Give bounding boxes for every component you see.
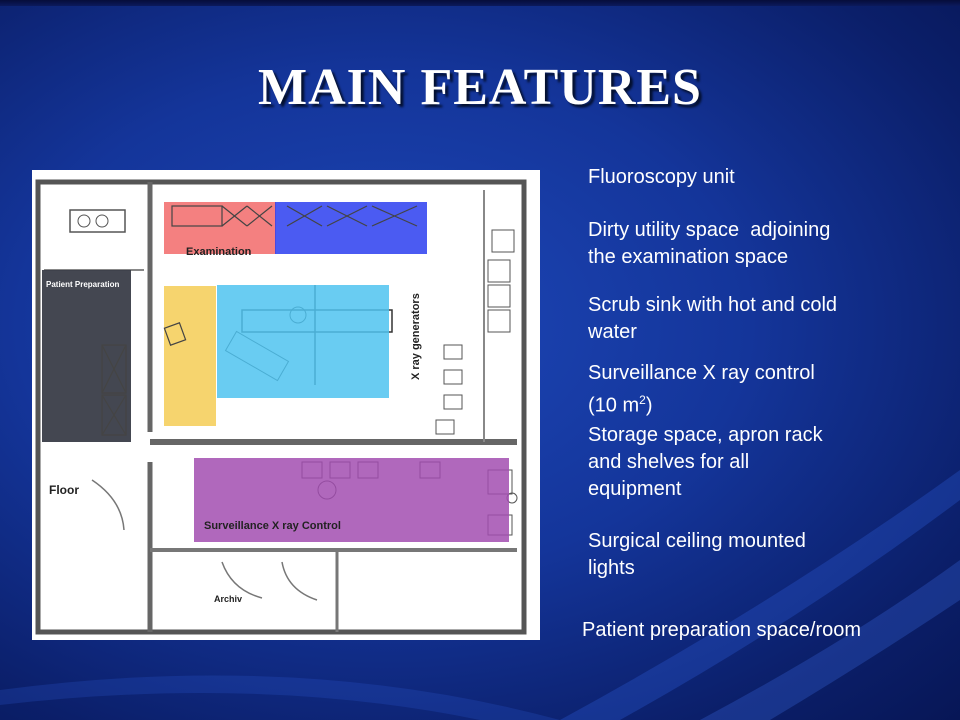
feature-storage: [588, 422, 908, 503]
feature-scrub-sink: [588, 292, 908, 346]
feature-surveillance: [588, 360, 908, 420]
area-value: (10 m: [588, 394, 640, 417]
area-close: ): [645, 394, 653, 417]
feature-surveillance-line1: Surveillance X ray control: [588, 362, 815, 384]
feature-storage-line3: equipment: [588, 478, 682, 500]
archiv-label: Archiv: [214, 594, 243, 604]
feature-scrub-sink-line1: Scrub sink with hot and cold: [588, 294, 838, 316]
feature-surveillance-line2: [588, 387, 908, 420]
slide-title: MAIN FEATURES: [258, 59, 702, 116]
feature-dirty-utility-line2: the examination space: [588, 246, 789, 268]
x-ray-generators-label: X ray generators: [410, 293, 422, 380]
floor-plan-drawing: [32, 170, 540, 640]
surveillance-label: Surveillance X ray Control: [204, 520, 341, 532]
feature-patient-preparation: [582, 617, 942, 644]
dirty-utility-overlay: [275, 202, 427, 254]
feature-patient-preparation-text: Patient preparation space/room: [582, 619, 862, 641]
feature-surgical-lights-line1: Surgical ceiling mounted: [588, 530, 806, 552]
feature-storage-line2: and shelves for all: [588, 451, 750, 473]
top-band: [0, 0, 960, 6]
area-exponent: 2: [639, 393, 646, 407]
feature-surgical-lights: [588, 528, 908, 582]
feature-surgical-lights-line2: lights: [588, 557, 635, 579]
feature-fluoroscopy: [588, 164, 908, 191]
fluoroscopy-overlay: [217, 285, 389, 398]
feature-scrub-sink-line2: water: [588, 321, 637, 343]
feature-dirty-utility-line1: Dirty utility space adjoining: [588, 219, 831, 241]
feature-storage-line1: Storage space, apron rack: [588, 424, 823, 446]
floor-label: Floor: [49, 483, 79, 497]
storage-overlay: [164, 286, 216, 426]
patient-preparation-overlay: [42, 270, 131, 442]
feature-dirty-utility: [588, 217, 908, 271]
patient-preparation-label: Patient Preparation: [46, 280, 120, 289]
feature-fluoroscopy-text: Fluoroscopy unit: [588, 166, 735, 188]
floor-plan: [32, 170, 540, 640]
examination-label: Examination: [186, 246, 252, 258]
